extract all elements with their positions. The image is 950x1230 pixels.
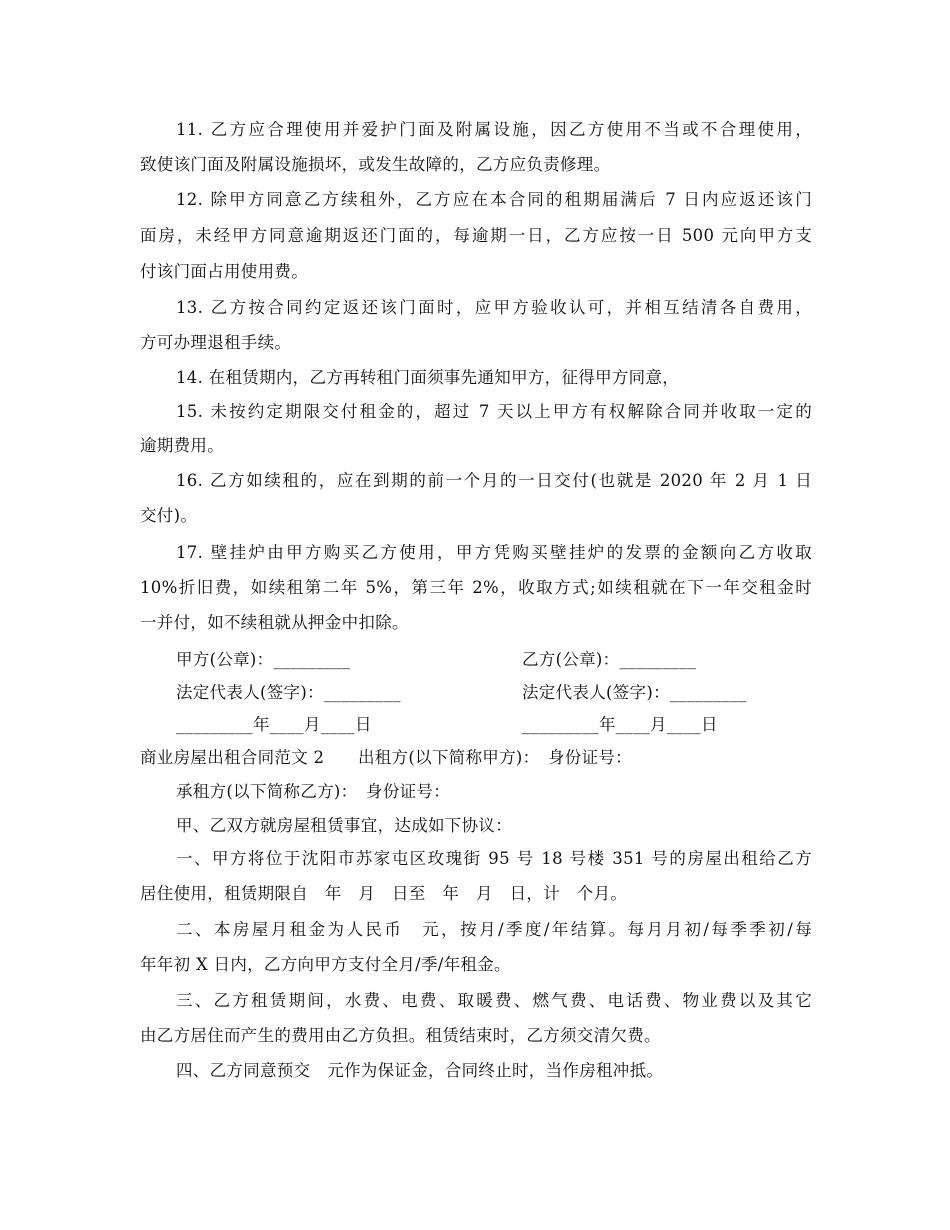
article-1-line-1: 一、甲方将位于沈阳市苏家屯区玫瑰街 95 号 18 号楼 351 号的房屋出租给乙方 xyxy=(176,849,812,868)
clause-11-line-2: 致使该门面及附属设施损坏，或发生故障的，乙方应负责修理。 xyxy=(140,155,611,174)
party-a-date: _________年____月____日 xyxy=(176,715,372,734)
clause-17-line-1: 17. 壁挂炉由甲方购买乙方使用，甲方凭购买壁挂炉的发票的金额向乙方收取 xyxy=(176,543,812,562)
clause-16-line-1: 16. 乙方如续租的，应在到期的前一个月的一日交付(也就是 2020 年 2 月 1 日 xyxy=(176,471,812,490)
party-a-representative: 法定代表人(签字)：_________ xyxy=(176,683,401,702)
party-b-date: _________年____月____日 xyxy=(522,715,718,734)
party-a-seal: 甲方(公章)：_________ xyxy=(176,650,351,669)
article-3-line-2: 由乙方居住而产生的费用由乙方负担。租赁结束时，乙方须交清欠费。 xyxy=(140,1026,661,1045)
clause-14-line-1: 14. 在租赁期内，乙方再转租门面须事先通知甲方，征得甲方同意， xyxy=(176,368,680,387)
clause-11-line-1: 11. 乙方应合理使用并爱护门面及附属设施，因乙方使用不当或不合理使用， xyxy=(176,120,812,139)
clause-17-line-3: 一并付，如不续租就从押金中扣除。 xyxy=(140,613,409,632)
article-4-line-1: 四、乙方同意预交 元作为保证金，合同终止时，当作房租冲抵。 xyxy=(176,1061,664,1080)
clause-15-line-2: 逾期费用。 xyxy=(140,436,224,455)
clause-12-line-1: 12. 除甲方同意乙方续租外，乙方应在本合同的租期届满后 7 日内应返还该门 xyxy=(176,190,812,209)
contract2-lessee: 承租方(以下简称乙方)： 身份证号： xyxy=(176,782,451,801)
contract2-heading: 商业房屋出租合同范文 2 出租方(以下简称甲方)： 身份证号： xyxy=(140,748,632,767)
party-b-seal: 乙方(公章)：_________ xyxy=(522,650,697,669)
clause-13-line-2: 方可办理退租手续。 xyxy=(140,333,292,352)
article-1-line-2: 居住使用，租赁期限自 年 月 日至 年 月 日，计 个月。 xyxy=(140,884,628,903)
article-3-line-1: 三、乙方租赁期间，水费、电费、取暖费、燃气费、电话费、物业费以及其它 xyxy=(176,991,812,1010)
clause-15-line-1: 15. 未按约定期限交付租金的，超过 7 天以上甲方有权解除合同并收取一定的 xyxy=(176,402,812,421)
clause-12-line-3: 付该门面占用使用费。 xyxy=(140,262,308,281)
article-2-line-2: 年年初 X 日内，乙方向甲方支付全月/季/年租金。 xyxy=(140,955,511,974)
clause-13-line-1: 13. 乙方按合同约定返还该门面时，应甲方验收认可，并相互结清各自费用， xyxy=(176,298,812,317)
clause-17-line-2: 10%折旧费，如续租第二年 5%，第三年 2%，收取方式;如续租就在下一年交租金时 xyxy=(140,578,812,597)
contract2-intro: 甲、乙双方就房屋租赁事宜，达成如下协议： xyxy=(176,816,512,835)
article-2-line-1: 二、本房屋月租金为人民币 元，按月/季度/年结算。每月月初/每季季初/每 xyxy=(176,920,812,939)
clause-12-line-2: 面房，未经甲方同意逾期返还门面的，每逾期一日，乙方应按一日 500 元向甲方支 xyxy=(140,226,812,245)
party-b-representative: 法定代表人(签字)：_________ xyxy=(522,683,747,702)
clause-16-line-2: 交付)。 xyxy=(140,506,198,525)
